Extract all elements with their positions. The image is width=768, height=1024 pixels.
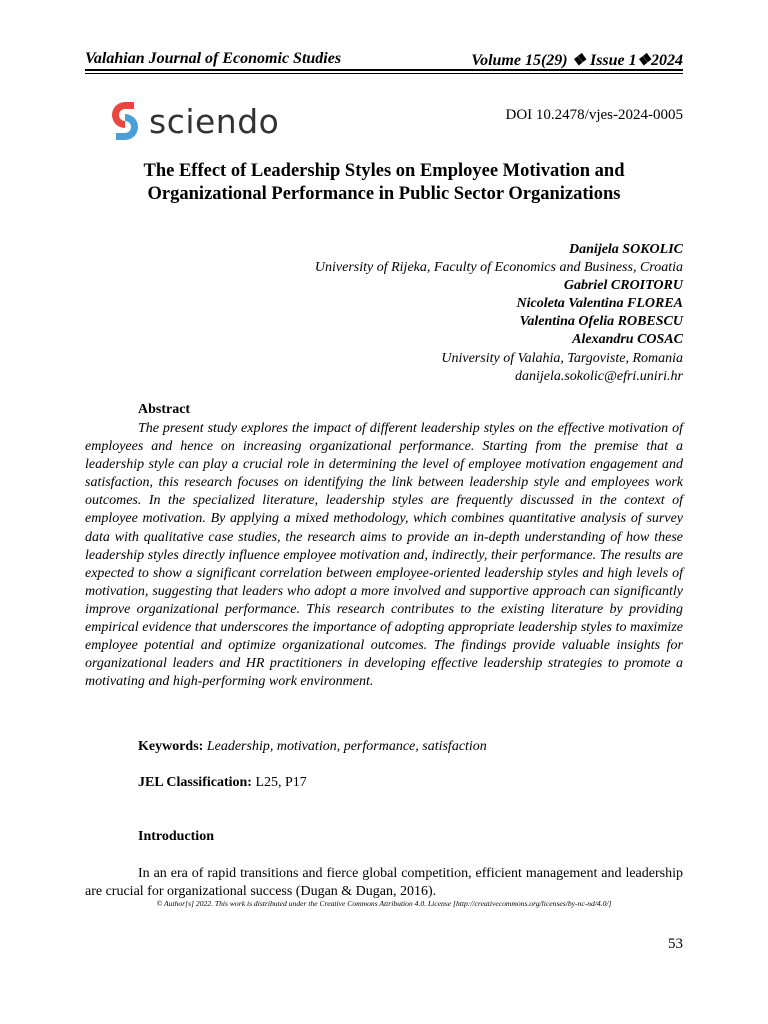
keywords-label: Keywords:	[138, 739, 207, 754]
introduction-heading: Introduction	[138, 829, 214, 844]
keywords	[138, 739, 487, 755]
abstract-text: The present study explores the impact of different leadership styles on the effective motivation of employees and hence on increasing organizational performance. Starting from the premise that a leadership style can play a crucial role in determining the level of employee motivation engagement and satisfaction, this research focuses on identifying the link between leadership style and employees work outcomes. In the specialized literature, leadership styles are frequently discussed in the context of employee motivation. By applying a mixed methodology, which combines quantitative analysis of survey data with qualitative case studies, the research aims to provide an in-depth understanding of how these leadership styles directly influence employee motivation and, indirectly, their performance. The results are expected to show a significant correlation between employee-oriented leadership styles and high levels of motivation, suggesting that leaders who adopt a more involved and supportive approach can significantly improve organizational performance. This research contributes to the existing literature by providing empirical evidence that underscores the importance of adopting appropriate leadership styles to maximize employee potential and optimize organizational outcomes. The findings provide valuable insights for organizational leaders and HR practitioners in developing effective leadership strategies to promote a motivating and high-performing work environment.	[85, 421, 683, 690]
sciendo-logo	[112, 101, 312, 141]
author-affiliation: University of Valahia, Targoviste, Romania	[441, 350, 683, 366]
author-block	[315, 241, 683, 386]
abstract-heading: Abstract	[138, 402, 191, 417]
author-affiliation: University of Rijeka, Faculty of Economics and Business, Croatia	[314, 260, 683, 276]
author-name: Danijela SOKOLIC	[569, 242, 683, 257]
header-rule-thick	[85, 69, 683, 71]
keywords-value: Leadership, motivation, performance, satisfaction	[206, 739, 487, 754]
logo-wordmark: sciendo	[149, 101, 280, 141]
author-name: Nicoleta Valentina FLOREA	[516, 296, 683, 312]
header-rule-thin	[85, 73, 683, 74]
volume-issue: Volume 15(29) ❖ Issue 1❖2024	[471, 52, 683, 69]
jel-classification	[138, 775, 307, 791]
sciendo-logo-icon	[112, 102, 138, 140]
author-name: Gabriel CROITORU	[563, 278, 683, 294]
doi: DOI 10.2478/vjes-2024-0005	[505, 107, 683, 123]
author-name: Valentina Ofelia ROBESCU	[519, 314, 683, 330]
journal-name: Valahian Journal of Economic Studies	[85, 50, 342, 67]
introduction-text: In an era of rapid transitions and fierce global competition, efficient management and leadership are crucial for organizational success (Dugan & Dugan, 2016).	[85, 866, 683, 900]
author-email: danijela.sokolic@efri.uniri.hr	[514, 368, 683, 384]
paper-title: The Effect of Leadership Styles on Employee Motivation and Organizational Performance in Public Sector Organizations	[143, 161, 625, 204]
license-note: © Author[s] 2022. This work is distributed under the Creative Commons Attribution 4.0. License [http://creativecommons.org/licenses/by-nc-nd/4.0/]	[156, 899, 612, 908]
author-name: Alexandru COSAC	[572, 332, 683, 348]
page-number: 53	[668, 936, 683, 952]
jel-label: JEL Classification:	[138, 775, 256, 790]
jel-value: L25, P17	[255, 775, 307, 790]
